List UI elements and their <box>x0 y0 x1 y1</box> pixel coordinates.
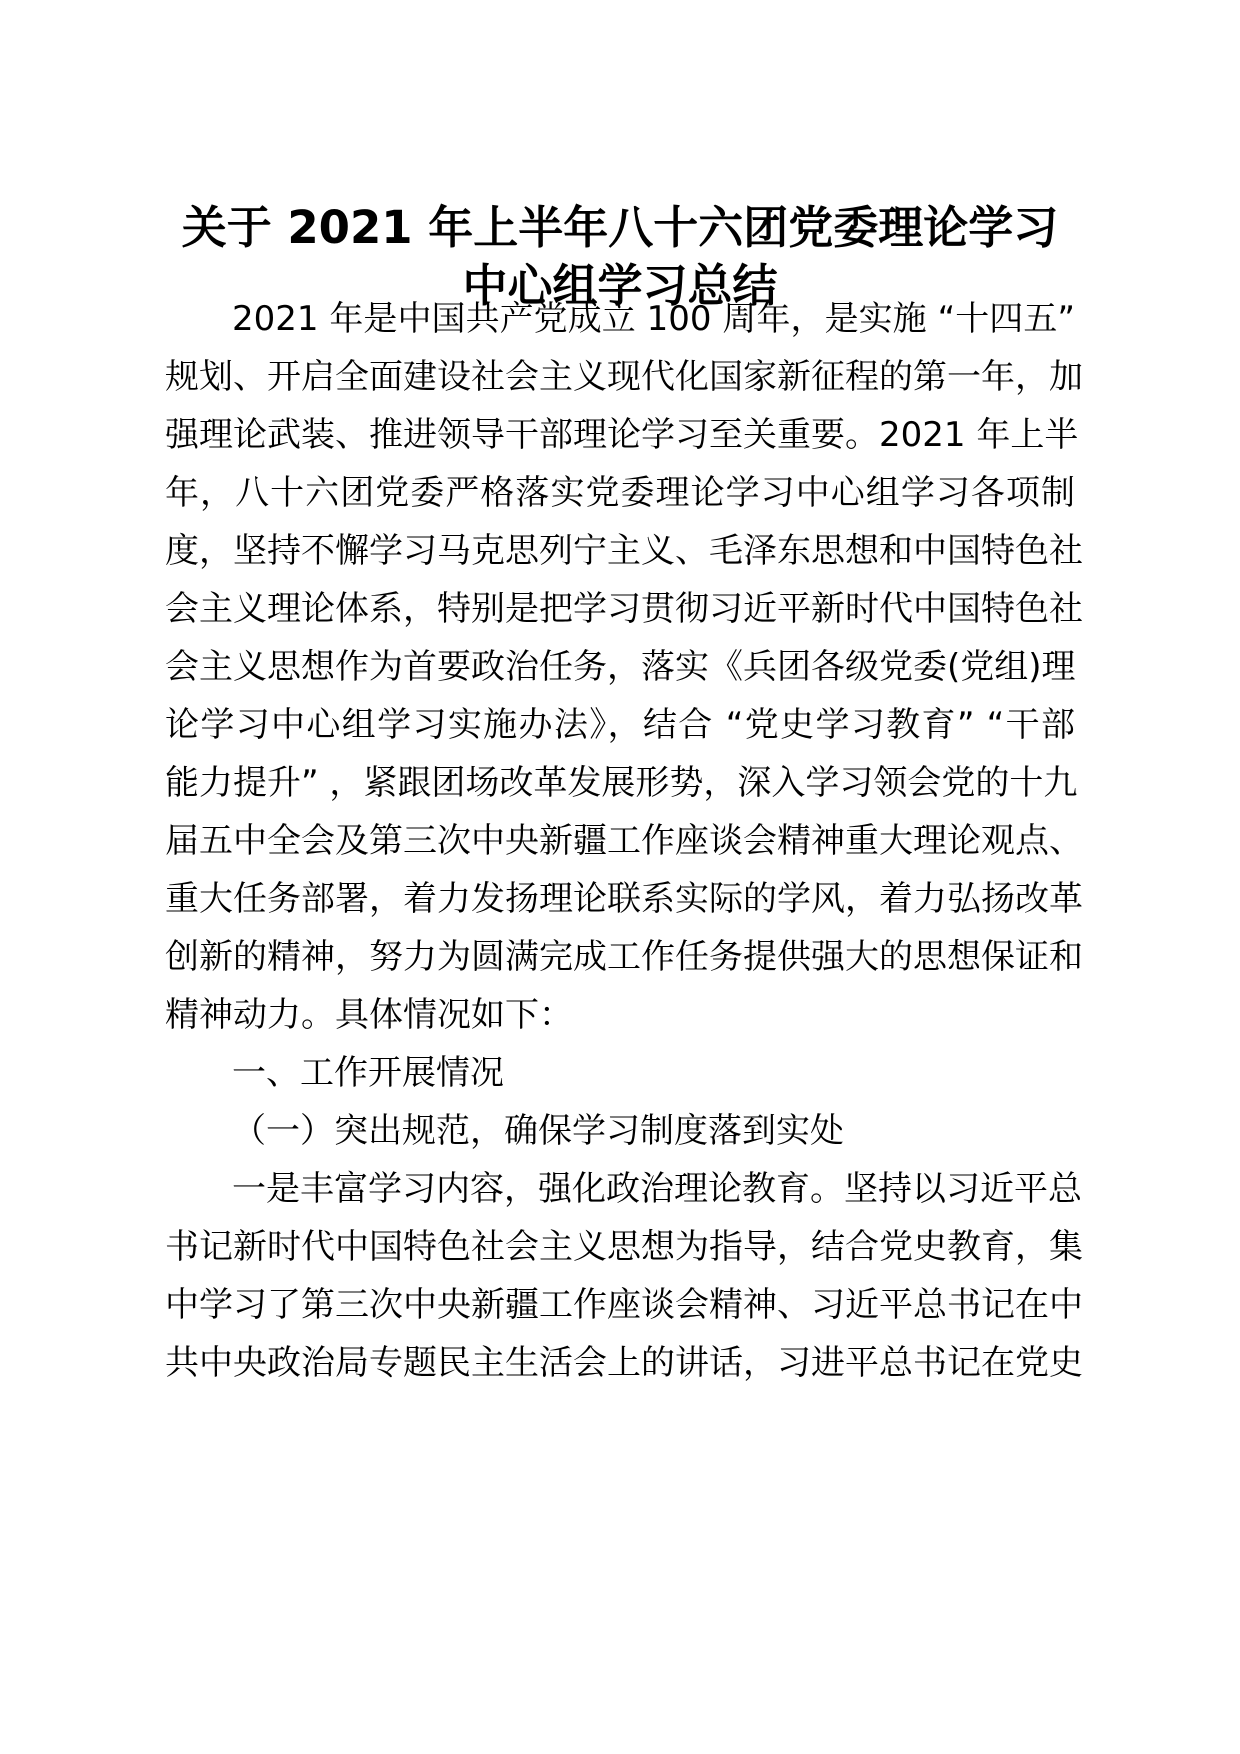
paragraph-2-line-2: 书记新时代中国特色社会主义思想为指导，结合党史教育，集 <box>165 1227 1083 1267</box>
paragraph-1-line-4: 年，八十六团党委严格落实党委理论学习中心组学习各项制 <box>165 473 1075 513</box>
paragraph-2-line-4: 共中央政治局专题民主生活会上的讲话，习进平总书记在党史 <box>165 1343 1083 1383</box>
paragraph-1-line-2: 规划、开启全面建设社会主义现代化国家新征程的第一年，加 <box>165 357 1083 397</box>
document-title-line-2: 中心组学习总结 <box>462 259 778 312</box>
document-title-line-1: 关于 2021 年上半年八十六团党委理论学习 <box>181 201 1059 254</box>
paragraph-1-line-13: 精神动力。具体情况如下： <box>165 995 573 1035</box>
subsection-heading-1: （一）突出规范，确保学习制度落到实处 <box>232 1111 844 1151</box>
paragraph-1-line-10: 届五中全会及第三次中央新疆工作座谈会精神重大理论观点、 <box>165 821 1083 861</box>
paragraph-2-line-1: 一是丰富学习内容，强化政治理论教育。坚持以习近平总 <box>232 1169 1082 1209</box>
paragraph-1-line-11: 重大任务部署，着力发扬理论联系实际的学风，着力弘扬改革 <box>165 879 1083 919</box>
paragraph-2-line-3: 中学习了第三次中央新疆工作座谈会精神、习近平总书记在中 <box>165 1285 1083 1325</box>
paragraph-1-line-6: 会主义理论体系，特别是把学习贯彻习近平新时代中国特色社 <box>165 589 1083 629</box>
paragraph-1-line-12: 创新的精神，努力为圆满完成工作任务提供强大的思想保证和 <box>165 937 1083 977</box>
paragraph-1-line-5: 度，坚持不懈学习马克思列宁主义、毛泽东思想和中国特色社 <box>165 531 1083 571</box>
paragraph-1-line-3: 强理论武装、推进领导干部理论学习至关重要。2021 年上半 <box>165 415 1079 455</box>
section-heading-1: 一、工作开展情况 <box>232 1053 504 1093</box>
paragraph-1-line-1: 2021 年是中国共产党成立 100 周年，是实施 “十四五” <box>232 299 1075 339</box>
paragraph-1-line-7: 会主义思想作为首要政治任务，落实《兵团各级党委(党组)理 <box>165 647 1076 687</box>
paragraph-1-line-9: 能力提升” ，紧跟团场改革发展形势，深入学习领会党的十九 <box>165 763 1078 803</box>
paragraph-1-line-8: 论学习中心组学习实施办法》，结合 “党史学习教育” “干部 <box>165 705 1075 745</box>
